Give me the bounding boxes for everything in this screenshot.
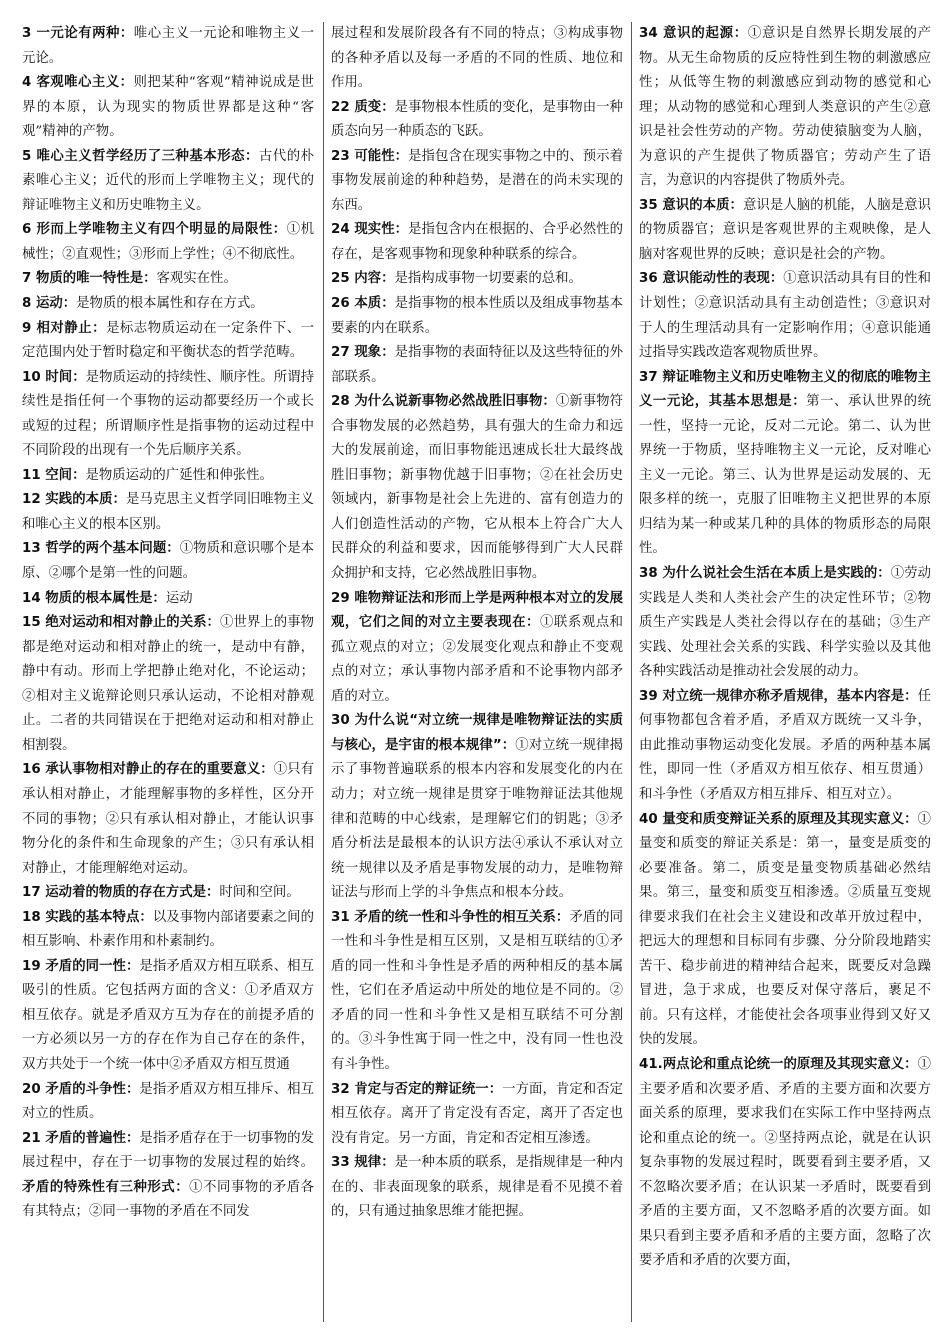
- entry-body: 是指包含内在根据的、合乎必然性的存在，是客观事物和现象种种联系的综合。: [331, 222, 623, 262]
- entry-term: 36 意识能动性的表现：: [639, 271, 784, 287]
- entry-body: ①量变和质变的辩证关系是：第一，量变是质变的必要准备。第二，质变是量变物质基础必然结果。第三，量变和质变互相渗透。②质量互变规律要求我们在社会主义建设和改革开放过程中，把远大的理想和目标同有步骤、分分阶段地踏实苦干、稳步前进的精神结合起来，既要反对急躁冒进，急于求成，也要反对保守落后，裹足不前。只有这样，才能使社会各项事业得到又好又快的发展。: [639, 811, 931, 1048]
- entry-body: 是指事物的根本性质以及组成事物基本要素的内在联系。: [331, 296, 623, 336]
- entry-body: ①只有承认相对静止，才能理解事物的多样性，区分开不同的事物；②只有承认相对静止，才能认识事物分化的条件和生命现象的产生；③只有承认相对静止，才能理解绝对运动。: [22, 762, 314, 876]
- study-note-entry: [22, 267, 314, 292]
- entry-term: 6 形而上学唯物主义有四个明显的局限性：: [22, 222, 287, 238]
- entry-term: 34 意识的起源：: [639, 26, 748, 41]
- study-note-entry: [639, 194, 931, 268]
- entry-body: 客观实在性。: [156, 271, 237, 287]
- entry-body: 是指构成事物一切要素的总和。: [394, 271, 582, 287]
- study-note-entry: [331, 390, 623, 586]
- study-note-entry: [22, 366, 314, 464]
- text-column-1: [22, 22, 314, 1322]
- entry-term: 23 可能性：: [331, 148, 409, 164]
- entry-term: 7 物质的唯一特性是：: [22, 271, 157, 287]
- entry-body: 是事物根本性质的变化，是事物由一种质态向另一种质态的飞跃。: [331, 99, 623, 140]
- entry-body: 唯心主义一元论和唯物主义一元论。: [22, 26, 314, 66]
- study-note-entry: [331, 292, 623, 341]
- entry-body: ①意识活动具有目的性和计划性；②意识活动具有主动创造性；③意识对于人的生理活动具有一定影响作用；④意识能通过指导实践改造客观物质世界。: [639, 271, 931, 361]
- entry-body: 是一种本质的联系，是指规律是一种内在的、非表面现象的联系，规律是看不见摸不着的，只有通过抽象思维才能把握。: [331, 1155, 623, 1220]
- entry-body: 是指矛盾双方相互联系、相互吸引的性质。它包括两方面的含义：①矛盾双方相互依存。就是矛盾双方互为存在的前提矛盾的一方必须以另一方的存在作为自己存在的条件，双方共处于一个统一体中②矛盾双方相互贯通: [22, 958, 314, 1072]
- entry-term: 20 矛盾的斗争性：: [22, 1081, 140, 1097]
- entry-term: 9 相对静止：: [22, 320, 106, 336]
- study-note-entry: [331, 145, 623, 219]
- entry-body: 是指包含在现实事物之中的、预示着事物发展前途的种种趋势，是潜在的尚未实现的东西。: [331, 148, 623, 213]
- entry-body: 是标志物质运动在一定条件下、一定范围内处于暂时稳定和平衡状态的哲学范畴。: [22, 320, 314, 361]
- entry-body: 是物质运动的持续性、顺序性。所谓持续性是指任何一个事物的运动都要经历一个或长或短的过程；所谓顺序性是指事物的运动过程中不同阶段的出现有一个先后顺序关系。: [22, 369, 314, 459]
- entry-term: 13 哲学的两个基本问题：: [22, 541, 180, 557]
- study-note-entry: [22, 1127, 314, 1225]
- column-divider: [631, 22, 632, 1322]
- entry-body: ①联系观点和孤立观点的对立；②发展变化观点和静止不变观点的对立；承认事物内部矛盾和不论事物内部矛盾的对立。: [331, 615, 623, 704]
- study-note-entry: [639, 366, 931, 562]
- study-note-entry: [331, 218, 623, 267]
- entry-body: 是指矛盾双方相互排斥、相互对立的性质。: [22, 1081, 314, 1122]
- entry-body: ①新事物符合事物发展的必然趋势，具有强大的生命力和远大的发展前途，而旧事物能迅速成长壮大最终战胜旧事物；新事物优越于旧事物；②在社会历史领域内，新事物是社会上先进的、富有创造力的人们创造性活动的产物，它从根本上符合广大人民群众的利益和要求，因而能够得到广大人民群众拥护和支持，它必然战胜旧事物。: [331, 394, 623, 582]
- study-note-entry: [22, 881, 314, 906]
- entry-term: 30 为什么说“对立统一规律是唯物辩证法的实质与核心，是宇宙的根本规律”：: [331, 713, 623, 753]
- entry-term: 18 实践的基本特点：: [22, 909, 153, 925]
- study-note-entry: [331, 96, 623, 145]
- text-column-3: [639, 22, 931, 1322]
- study-note-entry: [22, 1078, 314, 1127]
- entry-term: 10 时间：: [22, 369, 86, 385]
- entry-term: 26 本质：: [331, 296, 395, 312]
- entry-term: 8 运动：: [22, 296, 77, 312]
- study-note-entry: [331, 1151, 623, 1225]
- entry-body: 则把某种“客观”精神说成是世界的本原，认为现实的物质世界都是这种“客观”精神的产物。: [22, 75, 314, 140]
- text-column-2: [331, 22, 623, 1322]
- entry-body: 展过程和发展阶段各有不同的特点；③构成事物的各种矛盾以及每一矛盾的不同的性质、地位和作用。: [331, 26, 623, 91]
- study-note-entry: [22, 537, 314, 586]
- entry-body: 第一、承认世界的统一性，坚持一元论，反对二元论。第二、认为世界统一于物质，坚持唯物主义一元论，反对唯心主义一元论。第三、认为世界是运动发展的、无限多样的统一，克服了旧唯物主义把世界的本原归结为某一种或某几种的具体的物质形态的局限性。: [639, 394, 931, 557]
- entry-body: 时间和空间。: [219, 885, 300, 901]
- entry-term: 4 客观唯心主义：: [22, 75, 134, 91]
- entry-term: 38 为什么说社会生活在本质上是实践的：: [639, 566, 891, 582]
- entry-term: 矛盾的特殊性有三种形式：: [22, 1179, 190, 1195]
- study-note-entry: [639, 22, 931, 194]
- study-note-entry: [639, 562, 931, 685]
- entry-term: 41.两点论和重点论统一的原理及其现实意义：: [639, 1056, 918, 1072]
- study-note-entry: [331, 587, 623, 710]
- entry-body: 任何事物都包含着矛盾，矛盾双方既统一又斗争，由此推动事物运动变化发展。矛盾的两种基本属性，即同一性（矛盾双方相互依存、相互贯通）和斗争性（矛盾双方相互排斥、相互对立）。: [639, 688, 931, 802]
- entry-term: 22 质变：: [331, 99, 395, 115]
- study-note-entry: [639, 1053, 931, 1274]
- entry-term: 15 绝对运动和相对静止的关系：: [22, 615, 220, 631]
- entry-body: 是物质的根本属性和存在方式。: [76, 296, 264, 312]
- entry-term: 31 矛盾的统一性和斗争性的相互关系：: [331, 909, 570, 925]
- entry-term: 28 为什么说新事物必然战胜旧事物：: [331, 394, 556, 410]
- column-divider: [323, 22, 324, 1322]
- study-note-entry: [22, 464, 314, 489]
- study-note-entry: [22, 292, 314, 317]
- entry-body: ①机械性；②直观性；③形而上学性；④不彻底性。: [22, 222, 314, 262]
- entry-term: 3 一元论有两种：: [22, 26, 134, 41]
- entry-body: ①意识是自然界长期发展的产物。从无生命物质的反应特性到生物的刺激感应性；从低等生物的刺激感应到动物的感觉和心理；从动物的感觉和心理到人类意识的产生②意识是社会性劳动的产物。劳动使猿脑变为人脑，为意识的产生提供了物质器官；劳动产生了语言，为意识的内容提供了物质外壳。: [639, 26, 931, 189]
- study-note-entry: [331, 267, 623, 292]
- entry-term: 27 现象：: [331, 345, 395, 361]
- study-note-entry: [22, 758, 314, 881]
- entry-body: ①主要矛盾和次要矛盾、矛盾的主要方面和次要方面关系的原理，要求我们在实际工作中坚持两点论和重点论的统一。②坚持两点论，就是在认识复杂事物的发展过程时，既要看到主要矛盾，又不忽略次要矛盾；在认识某一矛盾时，既要看到矛盾的主要方面，又不忽略矛盾的次要方面。如果只看到主要矛盾和矛盾的主要方面，忽略了次要矛盾和矛盾的次要方面，: [639, 1056, 931, 1269]
- entry-body: ①不同事物的矛盾各有其特点；②同一事物的矛盾在不同发: [22, 1179, 314, 1220]
- entry-body: ①物质和意识哪个是本原、②哪个是第一性的问题。: [22, 541, 314, 582]
- study-note-entry: [331, 709, 623, 905]
- entry-term: 21 矛盾的普遍性：: [22, 1130, 140, 1146]
- study-note-entry: [22, 488, 314, 537]
- study-note-entry: [331, 1078, 623, 1152]
- study-note-entry: [639, 685, 931, 808]
- study-note-entry: [22, 218, 314, 267]
- entry-body: ①对立统一规律揭示了事物普遍联系的根本内容和发展变化的内在动力；对立统一规律是贯穿于唯物辩证法其他规律和范畴的中心线索，是理解它们的钥匙；③矛盾分析法是最根本的认识方法④承认不承认对立统一规律以及矛盾是事物发展的动力，是唯物辩证法与形而上学的斗争焦点和根本分歧。: [331, 737, 623, 901]
- study-note-entry: [639, 267, 931, 365]
- study-note-entry: [22, 587, 314, 612]
- study-note-entry: [331, 22, 623, 96]
- study-note-entry: [22, 22, 314, 71]
- entry-body: 古代的朴素唯心主义；近代的形而上学唯物主义；现代的辩证唯物主义和历史唯物主义。: [22, 148, 314, 213]
- entry-term: 17 运动着的物质的存在方式是：: [22, 885, 220, 901]
- entry-body: 是指事物的表面特征以及这些特征的外部联系。: [331, 345, 623, 385]
- entry-body: ①劳动实践是人类和人类社会产生的决定性环节；②物质生产实践是人类社会得以存在的基础；③生产实践、处理社会关系的实践、科学实验以及其他各种实践活动是推动社会发展的动力。: [639, 566, 931, 680]
- entry-body: 意识是人脑的机能，人脑是意识的物质器官；意识是客观世界的主观映像，是人脑对客观世界的反映；意识是社会的产物。: [639, 197, 931, 262]
- entry-term: 25 内容：: [331, 271, 395, 287]
- study-note-entry: [22, 955, 314, 1078]
- entry-body: ①世界上的事物都是绝对运动和相对静止的统一，是动中有静，静中有动。形而上学把静止绝对化，不论运动；②相对主义诡辩论则只承认运动，不论相对静观止。二者的共同错误在于把绝对运动和相对静止相割裂。: [22, 615, 314, 753]
- entry-term: 32 肯定与否定的辩证统一：: [331, 1081, 503, 1097]
- study-note-entry: [22, 906, 314, 955]
- study-note-entry: [639, 808, 931, 1053]
- entry-term: 24 现实性：: [331, 222, 409, 238]
- study-note-entry: [22, 71, 314, 145]
- entry-term: 40 量变和质变辩证关系的原理及其现实意义：: [639, 811, 918, 827]
- entry-term: 35 意识的本质：: [639, 197, 743, 213]
- entry-term: 29 唯物辩证法和形而上学是两种根本对立的发展观，它们之间的对立主要表现在：: [331, 590, 623, 631]
- entry-body: 矛盾的同一性和斗争性是相互区别，又是相互联结的①矛盾的同一性和斗争性是矛盾的两种相反的基本属性，它们在矛盾运动中所处的地位是不同的。②矛盾的同一性和斗争性又是相互联结不可分割的。③斗争性寓于同一性之中，没有同一性也没有斗争性。: [331, 909, 623, 1072]
- entry-term: 19 矛盾的同一性：: [22, 958, 140, 974]
- entry-term: 5 唯心主义哲学经历了三种基本形态：: [22, 148, 259, 164]
- entry-term: 39 对立统一规律亦称矛盾规律，基本内容是：: [639, 688, 918, 704]
- entry-body: 以及事物内部诸要素之间的相互影响、朴素作用和朴素制约。: [22, 909, 314, 950]
- entry-term: 16 承认事物相对静止的存在的重要意义：: [22, 762, 274, 778]
- study-note-entry: [331, 341, 623, 390]
- entry-term: 11 空间：: [22, 467, 86, 483]
- entry-body: 一方面，肯定和否定相互依存。离开了肯定没有否定，离开了否定也没有肯定。另一方面，肯定和否定相互渗透。: [331, 1081, 623, 1146]
- entry-body: 是指矛盾存在于一切事物的发展过程中，存在于一切事物的发展过程的始终。: [22, 1130, 314, 1171]
- study-note-entry: [22, 611, 314, 758]
- entry-body: 是物质运动的广延性和伸张性。: [85, 467, 273, 483]
- entry-term: 12 实践的本质：: [22, 492, 126, 508]
- entry-term: 14 物质的根本属性是：: [22, 590, 166, 606]
- entry-term: 33 规律：: [331, 1155, 395, 1171]
- study-note-entry: [331, 906, 623, 1078]
- study-note-entry: [22, 145, 314, 219]
- entry-body: 是马克思主义哲学同旧唯物主义和唯心主义的根本区别。: [22, 492, 314, 532]
- entry-body: 运动: [165, 590, 193, 606]
- entry-term: 37 辩证唯物主义和历史唯物主义的彻底的唯物主义一元论，其基本思想是：: [639, 369, 931, 410]
- study-note-entry: [22, 317, 314, 366]
